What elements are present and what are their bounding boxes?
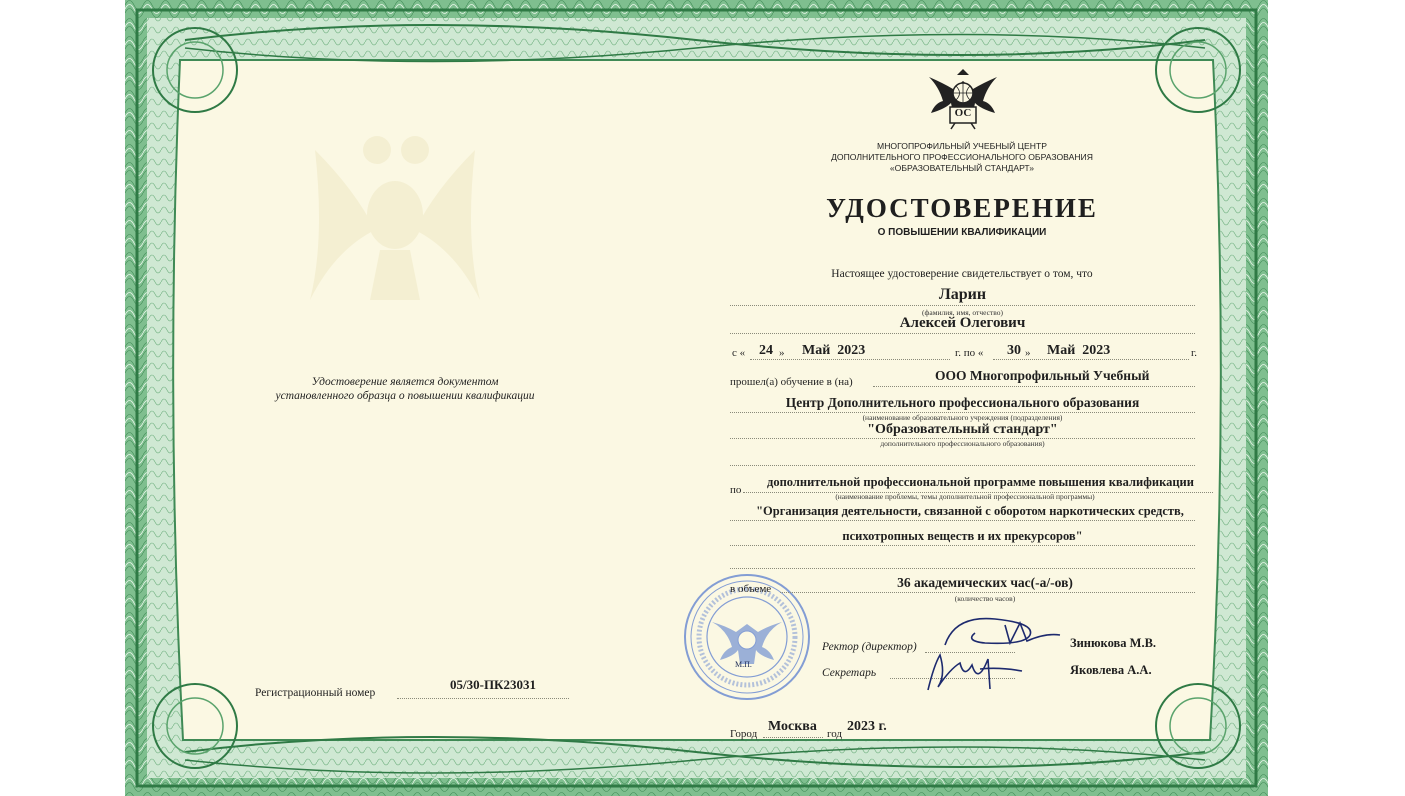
program-blank-rule [730,568,1195,569]
date-from-line [750,359,950,360]
volume-rule [780,592,1195,593]
date-to-day: 30 [1007,343,1021,358]
intro-text: Настоящее удостоверение свидетельствует о том, что [831,268,1093,280]
reg-number-label: Регистрационный номер [255,687,376,699]
rector-label: Ректор (директор) [822,641,917,653]
city-value: Москва [768,719,817,734]
given-names-line [730,333,1195,334]
name-caption: (фамилия, имя, отчество) [922,308,1003,317]
left-note-line2: установленного образца о повышении квалификации [275,390,535,402]
institution-line2: Центр Дополнительного профессионального образования [785,395,1140,410]
volume-value: 36 академических час(-а/-ов) [897,575,1073,590]
date-to-line [993,359,1189,360]
secretary-label: Секретарь [822,667,877,679]
program-line3: психотропных веществ и их прекурсоров" [842,529,1083,543]
volume-caption: (количество часов) [954,594,1016,603]
org-line1: МНОГОПРОФИЛЬНЫЙ УЧЕБНЫЙ ЦЕНТР [877,141,1047,151]
date-from-month-year: Май 2023 [802,343,866,358]
certificate [125,0,1268,796]
volume-label: в объеме [730,583,772,595]
given-names-value: Алексей Олегович [899,315,1026,331]
institution-line3: "Образовательный стандарт" [867,422,1058,437]
blank-rule [730,465,1195,466]
program-prefix: по [730,484,742,496]
trained-at-label: прошел(а) обучение в (на) [730,376,853,388]
program-line2: "Организация деятельности, связанной с оборотом наркотических средств, [756,504,1184,518]
institution-line1: ООО Многопрофильный Учебный [935,368,1150,383]
city-label: Город [730,728,758,740]
rector-name: Зинюкова М.В. [1070,636,1157,650]
eagle-logo-icon [925,63,1001,131]
date-from-close: » [779,347,785,359]
date-to-prefix: г. по « [955,347,984,359]
program-caption: (наименование проблемы, темы дополнительной профессиональной программы) [835,492,1095,501]
date-to-close: » [1025,347,1031,359]
reg-number-line [397,698,569,699]
city-rule [763,737,823,738]
date-to-month-year: Май 2023 [1047,343,1111,358]
reg-number-value: 05/30-ПК23031 [450,677,536,692]
institution-caption2: дополнительного профессионального образования) [880,439,1045,448]
doc-title: УДОСТОВЕРЕНИЕ [826,193,1098,223]
org-line2: ДОПОЛНИТЕЛЬНОГО ПРОФЕССИОНАЛЬНОГО ОБРАЗОВАНИЯ [831,152,1093,162]
left-note-line1: Удостоверение является документом [311,376,499,388]
secretary-name: Яковлева А.А. [1070,663,1152,677]
program-line1: дополнительной профессиональной программе повышения квалификации [767,475,1194,489]
secretary-signature-icon [920,645,1030,695]
institution-line1-rule [873,386,1195,387]
org-name [775,141,1149,174]
program-line2-rule [730,520,1195,521]
doc-subtitle: О ПОВЫШЕНИИ КВАЛИФИКАЦИИ [877,227,1047,238]
year-value: 2023 г. [847,719,887,734]
year-label: год [827,728,843,740]
surname-value: Ларин [938,286,987,303]
institution-caption1: (наименование образовательного учреждения (подразделения) [862,413,1063,422]
surname-line [730,305,1195,306]
stamp-mark: М.П. [735,660,752,669]
org-line3: «ОБРАЗОВАТЕЛЬНЫЙ СТАНДАРТ» [889,163,1035,173]
left-note [235,375,575,403]
date-from-prefix: с « [732,347,746,359]
program-line3-rule [730,545,1195,546]
logo-letters: ОС [954,107,972,119]
date-from-day: 24 [759,343,773,358]
date-to-suffix: г. [1191,347,1198,359]
